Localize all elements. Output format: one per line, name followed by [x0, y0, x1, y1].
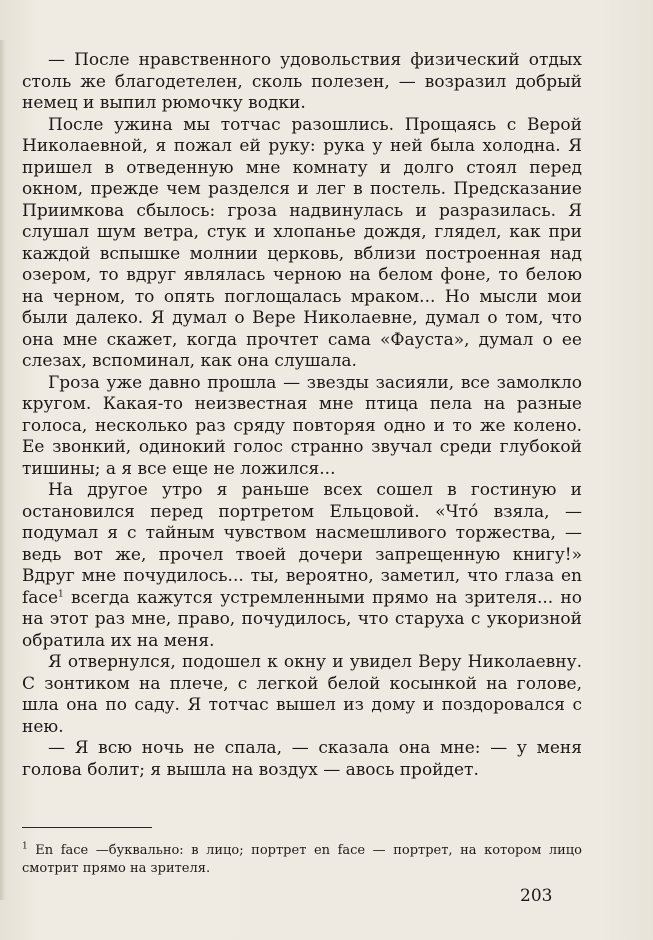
- page-number: 203: [520, 886, 553, 906]
- footnote-paragraph: [22, 842, 582, 878]
- paragraph-4: [22, 480, 582, 652]
- main-text: [22, 50, 582, 781]
- footnote: [22, 842, 582, 878]
- page-spine-shadow: [0, 40, 6, 900]
- footnote-divider: [22, 827, 152, 828]
- paragraph-6: — Я всю ночь не спала, — сказала она мне: — у меня голова болит; я вышла на воздух — авось пройдет.: [22, 738, 582, 780]
- paragraph-3: Гроза уже давно прошла — звезды засияли, все замолкло кругом. Какая-то неизвестная мне птица пела на разные голоса, несколько раз сряду повторяя одно и то же колено. Ее звонкий, одинокий голос странно звучал среди глубокой тишины; а я все еще не ложился...: [22, 372, 582, 479]
- footnote-marker: 1: [22, 841, 28, 852]
- paragraph-1: — После нравственного удовольствия физический отдых столь же благодетелен, сколь полезен, — возразил добрый немец и выпил рюмочку водки.: [22, 50, 582, 113]
- footnote-reference: 1: [58, 588, 64, 599]
- footnote-text: En face —буквально: в лицо; портрет en face — портрет, на котором лицо смотрит прямо на зрителя.: [22, 843, 582, 876]
- paragraph-4-part-2: всегда кажутся устремленными прямо на зрителя... но на этот раз мне, право, почудилось, что старуха с укоризной обратила их на меня.: [22, 587, 582, 651]
- paragraph-2: После ужина мы тотчас разошлись. Прощаясь с Верой Николаевной, я пожал ей руку: рука у ней была холодна. Я пришел в отведенную мне комнату и долго стоял перед окном, прежде чем разделся и лег в постель. Предсказание Приимкова сбылось: гроза надвинулась и разразилась. Я слушал шум ветра, стук и хлопанье дождя, глядел, как при каждой вспышке молнии церковь, вблизи построенная над озером, то вдруг являлась черною на белом фоне, то белою на черном, то опять поглощалась мраком... Но мысли мои были далеко. Я думал о Вере Николаевне, думал о том, что она мне скажет, когда прочтет сама «Фауста», думал о ее слезах, вспоминал, как она слушала.: [22, 114, 582, 371]
- paragraph-4-part-1: На другое утро я раньше всех сошел в гостиную и остановился перед портретом Ельцовой. «Что́ взяла, — подумал я с тайным чувством насмешливого торжества, — ведь вот же, прочел твоей дочери запрещенную книгу!» Вдруг мне почудилось... ты, вероятно, заметил, что глаза en face: [22, 480, 582, 608]
- paragraph-5: Я отвернулся, подошел к окну и увидел Веру Николаевну. С зонтиком на плече, с легкой белой косынкой на голове, шла она по саду. Я тотчас вышел из дому и поздоровался с нею.: [22, 652, 582, 737]
